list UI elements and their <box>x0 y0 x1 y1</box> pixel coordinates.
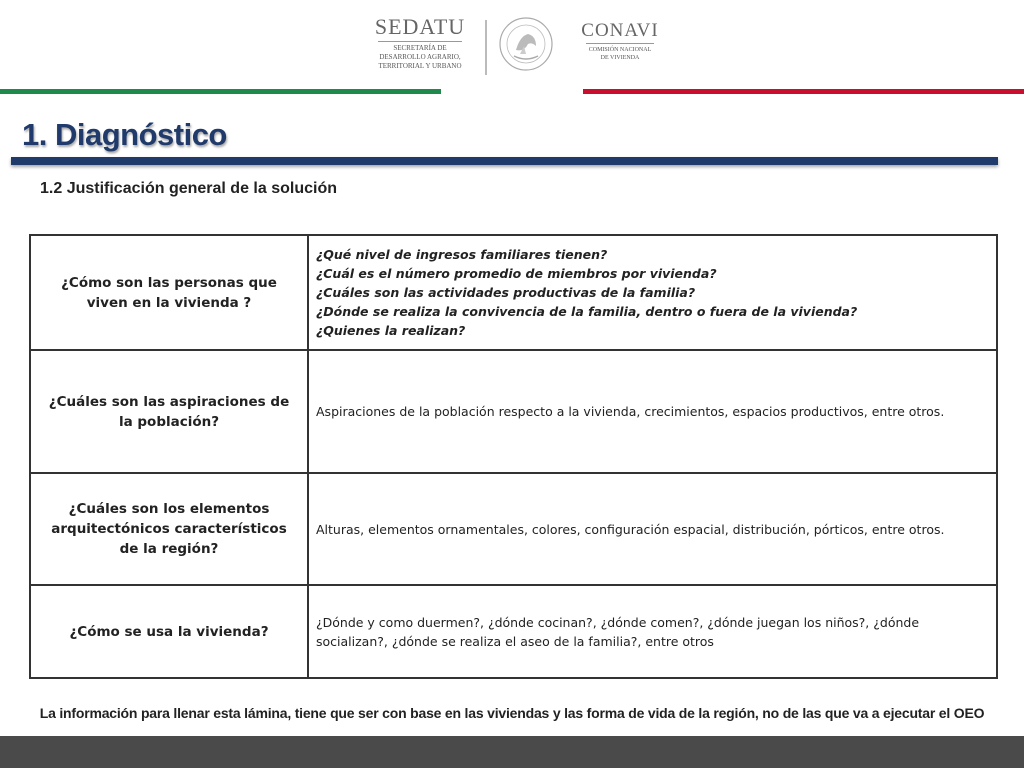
conavi-name: CONAVI <box>581 20 659 41</box>
logo-divider <box>485 20 487 75</box>
row-answer: ¿Dónde y como duermen?, ¿dónde cocinan?, ¿dónde comen?, ¿dónde juegan los niños?, ¿dónde socializan?, ¿dónde se realiza el aseo de la familia?, entre otros <box>308 585 997 678</box>
row-question: ¿Cuáles son las aspiraciones de la población? <box>30 350 308 473</box>
footer-bar <box>0 736 1024 768</box>
sedatu-sub-3: TERRITORIAL Y URBANO <box>378 62 462 70</box>
answer-line: ¿Cuál es el número promedio de miembros por vivienda? <box>316 266 717 281</box>
table-row <box>30 235 997 350</box>
sedatu-logo <box>368 14 472 71</box>
row-answer <box>308 235 997 350</box>
answer-line: ¿Cuáles son las actividades productivas de la familia? <box>316 285 696 300</box>
table-row <box>30 473 997 585</box>
coat-of-arms-icon <box>498 16 554 72</box>
conavi-sub-1: COMISIÓN NACIONAL <box>588 47 652 53</box>
answer-line: ¿Dónde se realiza la convivencia de la familia, dentro o fuera de la vivienda? <box>316 304 858 319</box>
conavi-logo <box>580 20 660 62</box>
title-underline <box>11 157 998 165</box>
green-stripe <box>0 89 441 94</box>
conavi-sub-2: DE VIVIENDA <box>600 55 640 61</box>
header-logos <box>360 12 680 82</box>
table-row <box>30 350 997 473</box>
sedatu-name: SEDATU <box>374 14 466 39</box>
page-title: 1. Diagnóstico <box>22 117 227 152</box>
row-answer: Aspiraciones de la población respecto a la vivienda, crecimientos, espacios productivos, entre otros. <box>308 350 997 473</box>
row-question: ¿Cómo se usa la vivienda? <box>30 585 308 678</box>
red-stripe <box>583 89 1024 94</box>
row-answer: Alturas, elementos ornamentales, colores, configuración espacial, distribución, pórticos, entre otros. <box>308 473 997 585</box>
row-question: ¿Cómo son las personas que viven en la vivienda ? <box>30 235 308 350</box>
section-subtitle: 1.2 Justificación general de la solución <box>40 180 337 197</box>
sedatu-sub-1: SECRETARÍA DE <box>393 44 447 52</box>
row-question: ¿Cuáles son los elementos arquitectónicos característicos de la región? <box>30 473 308 585</box>
footnote: La información para llenar esta lámina, tiene que ser con base en las viviendas y las forma de vida de la región, no de las que va a ejecutar el OEO <box>39 705 985 721</box>
sedatu-sub-2: DESARROLLO AGRARIO, <box>379 53 461 61</box>
justification-table <box>29 234 998 679</box>
answer-line: ¿Qué nivel de ingresos familiares tienen? <box>316 247 608 262</box>
table-row <box>30 585 997 678</box>
answer-line: ¿Quienes la realizan? <box>316 323 466 338</box>
